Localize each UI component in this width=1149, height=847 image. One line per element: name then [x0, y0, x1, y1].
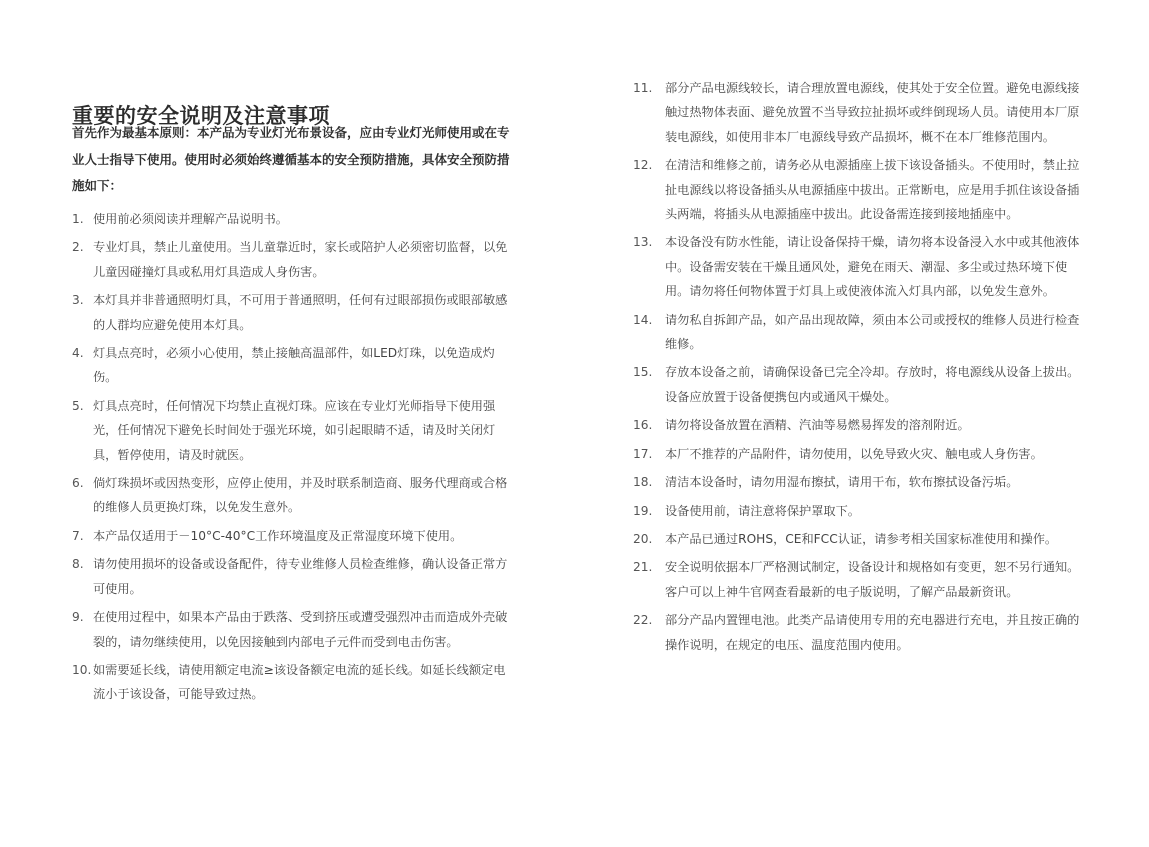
list-item: [633, 527, 1081, 551]
item-number: 12.: [633, 158, 653, 173]
item-number: 22.: [633, 613, 653, 628]
item-text: 如需要延长线，请使用额定电流≥该设备额定电流的延长线。如延长线额定电流小于该设备，可能导致过热。: [93, 662, 506, 702]
list-item: [72, 207, 512, 231]
item-text: 在清洁和维修之前，请务必从电源插座上拔下该设备插头。不使用时，禁止拉扯电源线以将设备插头从电源插座中拔出。正常断电，应是用手抓住该设备插头两端，将插头从电源插座中拔出。此设备需连接到接地插座中。: [665, 158, 1080, 222]
item-number: 8.: [72, 557, 84, 572]
list-item: [72, 471, 512, 520]
list-item: [633, 608, 1081, 657]
list-item: [72, 341, 512, 390]
item-text: 本产品已通过ROHS，CE和FCC认证，请参考相关国家标准使用和操作。: [665, 531, 1058, 546]
item-number: 1.: [72, 212, 84, 226]
item-text: 在使用过程中，如果本产品由于跌落、受到挤压或遭受强烈冲击而造成外壳破裂的，请勿继续使用，以免因接触到内部电子元件而受到电击伤害。: [93, 610, 508, 649]
item-number: 10.: [72, 662, 92, 677]
item-text: 本产品仅适用于－10°C-40°C工作环境温度及正常湿度环境下使用。: [93, 528, 463, 543]
item-number: 15.: [633, 365, 653, 380]
list-item: [633, 413, 1081, 437]
item-number: 21.: [633, 560, 653, 575]
list-item: [72, 394, 512, 467]
page-title: 重要的安全说明及注意事项: [72, 104, 330, 129]
list-item: [72, 235, 512, 284]
item-text: 请勿私自拆卸产品，如产品出现故障，须由本公司或授权的维修人员进行检查维修。: [665, 312, 1080, 352]
item-number: 19.: [633, 503, 653, 518]
item-text: 请勿使用损坏的设备或设备配件，待专业维修人员检查维修，确认设备正常方可使用。: [93, 557, 508, 596]
item-text: 倘灯珠损坏或因热变形，应停止使用，并及时联系制造商、服务代理商或合格的维修人员更换灯珠，以免发生意外。: [93, 476, 508, 515]
list-item: [72, 524, 512, 548]
item-number: 5.: [72, 398, 84, 413]
item-number: 17.: [633, 446, 653, 461]
item-number: 20.: [633, 531, 653, 546]
list-item: [72, 658, 512, 707]
list-item: [633, 470, 1081, 494]
item-text: 部分产品内置锂电池。此类产品请使用专用的充电器进行充电，并且按正确的操作说明，在规定的电压、温度范围内使用。: [665, 613, 1080, 652]
item-number: 14.: [633, 312, 653, 327]
item-text: 安全说明依据本厂严格测试制定，设备设计和规格如有变更，恕不另行通知。客户可以上神牛官网查看最新的电子版说明，了解产品最新资讯。: [665, 560, 1080, 599]
item-text: 存放本设备之前，请确保设备已完全冷却。存放时，将电源线从设备上拔出。设备应放置于设备便携包内或通风干燥处。: [665, 365, 1080, 404]
list-item: [633, 555, 1081, 604]
list-item: [633, 153, 1081, 226]
list-item: [633, 230, 1081, 303]
item-text: 请勿将设备放置在酒精、汽油等易燃易挥发的溶剂附近。: [665, 418, 970, 433]
item-number: 13.: [633, 235, 653, 250]
item-text: 灯具点亮时，必须小心使用，禁止接触高温部件，如LED灯珠，以免造成灼伤。: [93, 346, 495, 385]
item-number: 9.: [72, 610, 84, 625]
item-number: 2.: [72, 240, 84, 255]
item-number: 18.: [633, 475, 653, 490]
item-text: 本灯具并非普通照明灯具，不可用于普通照明，任何有过眼部损伤或眼部敏感的人群均应避免使用本灯具。: [93, 293, 508, 332]
list-item: [72, 288, 512, 337]
list-item: [72, 552, 512, 601]
item-text: 专业灯具，禁止儿童使用。当儿童靠近时，家长或陪护人必须密切监督，以免儿童因碰撞灯具或私用灯具造成人身伤害。: [93, 240, 508, 279]
safety-list-right: [633, 76, 1081, 661]
item-number: 6.: [72, 476, 84, 491]
item-text: 本厂不推荐的产品附件，请勿使用，以免导致火灾、触电或人身伤害。: [665, 446, 1043, 461]
list-item: [72, 605, 512, 654]
item-number: 16.: [633, 418, 653, 433]
safety-list-left: [72, 207, 512, 711]
item-number: 11.: [633, 81, 653, 95]
list-item: [633, 360, 1081, 409]
item-text: 使用前必须阅读并理解产品说明书。: [93, 212, 288, 226]
intro-paragraph: 首先作为最基本原则：本产品为专业灯光布景设备，应由专业灯光师使用或在专业人士指导下使用。使用时必须始终遵循基本的安全预防措施，具体安全预防措施如下：: [72, 125, 510, 193]
item-number: 3.: [72, 293, 84, 308]
list-item: [633, 442, 1081, 466]
item-text: 灯具点亮时，任何情况下均禁止直视灯珠。应该在专业灯光师指导下使用强光，任何情况下避免长时间处于强光环境，如引起眼睛不适，请及时关闭灯具，暂停使用，请及时就医。: [93, 398, 496, 462]
item-text: 部分产品电源线较长，请合理放置电源线，使其处于安全位置。避免电源线接触过热物体表面、避免放置不当导致拉扯损坏或绊倒现场人员。请使用本厂原装电源线，如使用非本厂电源线导致产品损坏，概不在本厂维修范围内。: [665, 81, 1080, 144]
list-item: [633, 308, 1081, 357]
item-number: 4.: [72, 346, 84, 361]
list-item: [633, 76, 1081, 149]
list-item: [633, 499, 1081, 523]
item-text: 清洁本设备时，请勿用湿布擦拭，请用干布，软布擦拭设备污垢。: [665, 475, 1019, 490]
item-text: 设备使用前，请注意将保护罩取下。: [665, 503, 860, 518]
item-text: 本设备没有防水性能，请让设备保持干燥，请勿将本设备浸入水中或其他液体中。设备需安装在干燥且通风处，避免在雨天、潮湿、多尘或过热环境下使用。请勿将任何物体置于灯具上或使液体流入灯具内部，以免发生意外。: [665, 235, 1080, 299]
item-number: 7.: [72, 528, 84, 543]
